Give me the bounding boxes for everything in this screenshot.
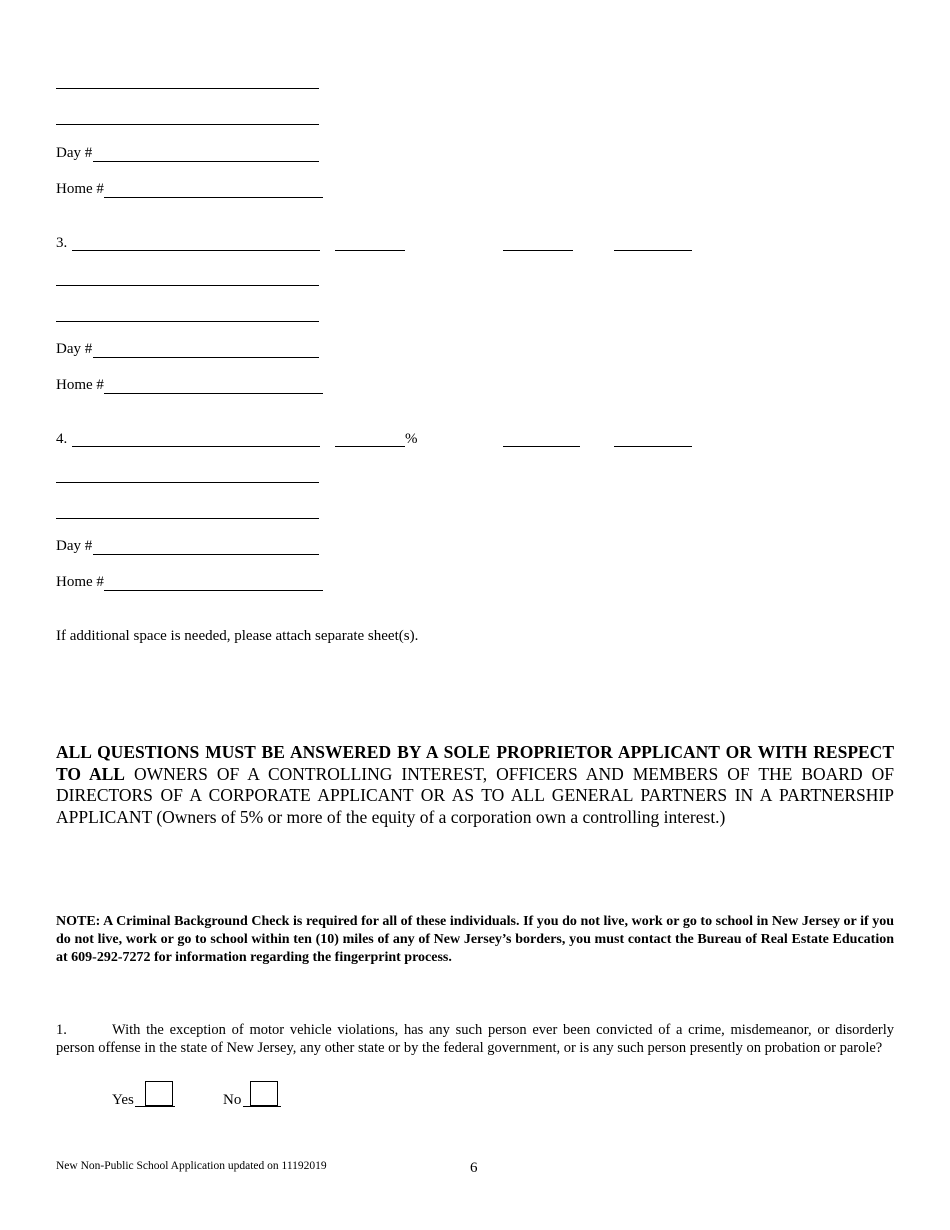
address-line-1[interactable] [56,482,319,483]
requirement-paragraph [56,742,894,828]
question-number: 1. [56,1022,67,1038]
home-phone-line[interactable] [104,393,323,394]
yes-label: Yes [112,1092,134,1108]
background-check-note: NOTE: A Criminal Background Check is required for all of these individuals. If you do not live, work or go to school in New Jersey or if you do not live, work or go to school within ten (10) miles of any of New Jersey’s borders, you must contact the Bureau of Real Estate Education at 609-292-7272 for information regarding the fingerprint process. [56,914,894,965]
no-label: No [223,1092,242,1108]
home-phone-line[interactable] [104,590,323,591]
item-number: 4. [56,431,68,447]
owner-name-line[interactable] [72,446,320,447]
name-line[interactable] [56,88,319,89]
column-line-b[interactable] [614,250,692,251]
address-line-1[interactable] [56,124,319,125]
requirement-bold-text: ALL QUESTIONS MUST BE ANSWERED BY A SOLE PROPRIETOR APPLICANT OR WITH RESPECT TO ALL [56,742,894,784]
home-phone-label: Home # [56,574,104,590]
yes-checkbox[interactable] [145,1081,173,1106]
footer-text: New Non-Public School Application updated on 11192019 [56,1160,327,1172]
item-number: 3. [56,235,68,251]
address-line-2[interactable] [56,321,319,322]
percent-sign: % [405,431,418,447]
question-text: With the exception of motor vehicle violations, has any such person ever been convicted of a crime, misdemeanor, or disorderly person offense in the state of New Jersey, any other state or by the federal government, or is any such person presently on probation or parole? [56,1022,894,1056]
day-phone-line[interactable] [93,554,319,555]
no-checkbox[interactable] [250,1081,278,1106]
percent-line[interactable] [335,446,405,447]
address-line-1[interactable] [56,285,319,286]
day-phone-line[interactable] [93,357,319,358]
percent-line[interactable] [335,250,405,251]
day-phone-label: Day # [56,145,93,161]
additional-space-note: If additional space is needed, please attach separate sheet(s). [56,628,419,644]
day-phone-line[interactable] [93,161,319,162]
no-underline [243,1106,281,1107]
home-phone-label: Home # [56,181,104,197]
home-phone-label: Home # [56,377,104,393]
requirement-regular-text: OWNERS OF A CONTROLLING INTEREST, OFFICERS AND MEMBERS OF THE BOARD OF DIRECTORS OF A CORPORATE APPLICANT OR AS TO ALL GENERAL PARTNERS IN A PARTNERSHIP APPLICANT (Owners of 5% or more of the equity of a corporation own a controlling interest.) [56,763,894,827]
page-number: 6 [470,1160,478,1176]
address-line-2[interactable] [56,518,319,519]
day-phone-label: Day # [56,538,93,554]
question-1 [56,1021,894,1057]
column-line-a[interactable] [503,446,580,447]
owner-name-line[interactable] [72,250,320,251]
column-line-a[interactable] [503,250,573,251]
yes-underline [135,1106,175,1107]
day-phone-label: Day # [56,341,93,357]
column-line-b[interactable] [614,446,692,447]
home-phone-line[interactable] [104,197,323,198]
